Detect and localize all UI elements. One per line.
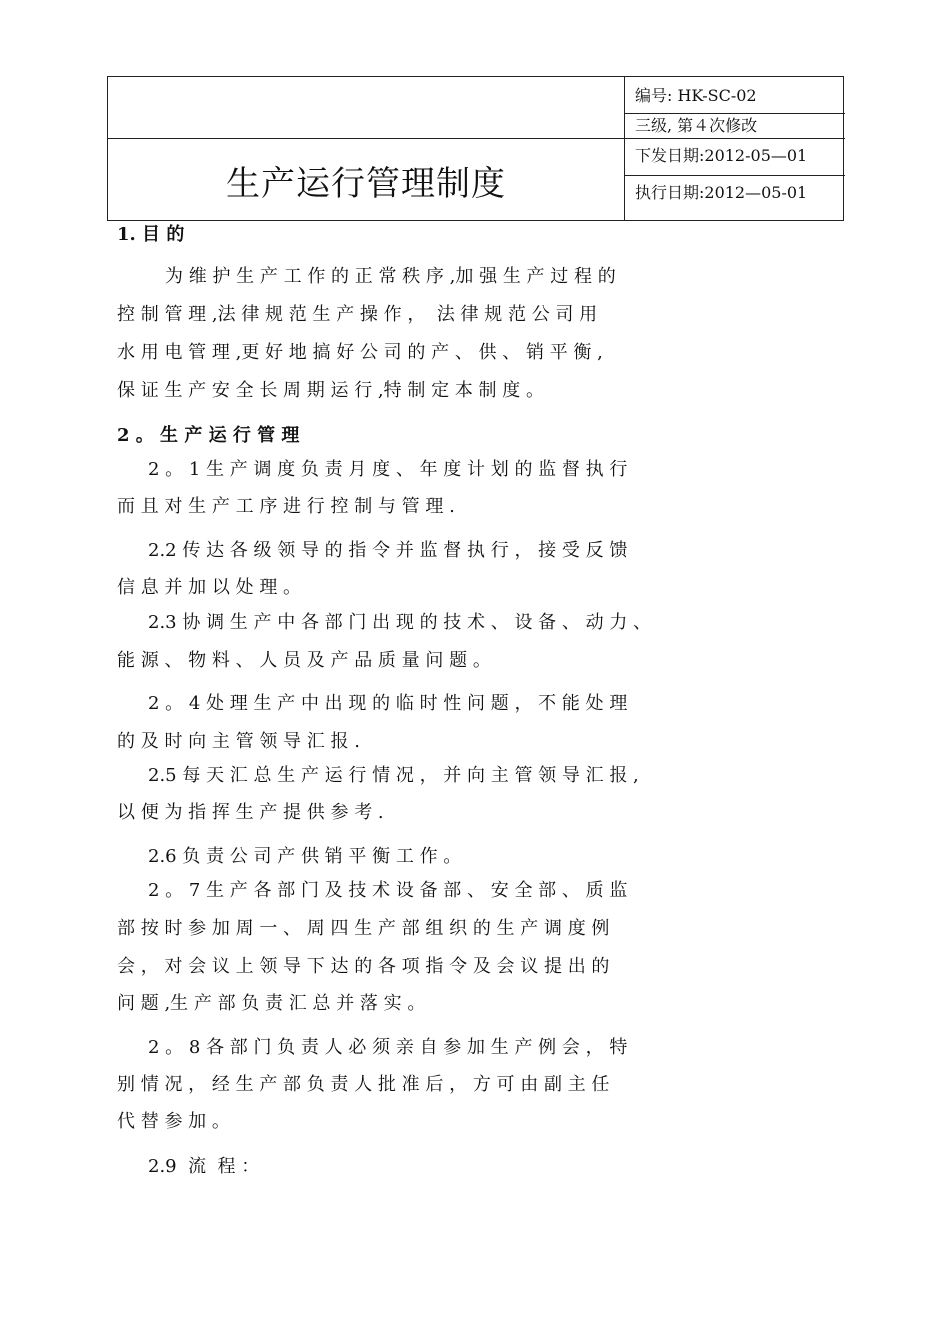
paragraph-line: 信 息 并 加 以 处 理 。	[117, 577, 302, 598]
effective-date: 执行日期:2012—05-01	[635, 183, 808, 202]
paragraph-line: 部 按 时 参 加 周 一 、 周 四 生 产 部 组 织 的 生 产 调 度 例	[117, 918, 610, 939]
paragraph-line: 而 且 对 生 产 工 序 进 行 控 制 与 管 理 .	[117, 496, 455, 517]
revision-info: 三级, 第４次修改	[635, 116, 758, 135]
paragraph-line: 水 用 电 管 理 ,更 好 地 搞 好 公 司 的 产 、 供 、 销 平 衡 ,	[117, 342, 603, 363]
paragraph-line: 2.2 传 达 各 级 领 导 的 指 令 并 监 督 执 行 ， 接 受 反 馈	[148, 540, 628, 561]
document-title: 生产运行管理制度	[226, 163, 506, 204]
paragraph-line: 2.5 每 天 汇 总 生 产 运 行 情 况 ， 并 向 主 管 领 导 汇 报 ,	[148, 765, 639, 786]
paragraph-line: 2.3 协 调 生 产 中 各 部 门 出 现 的 技 术 、 设 备 、 动 力 、	[148, 612, 652, 633]
paragraph-line: 的 及 时 向 主 管 领 导 汇 报 .	[117, 731, 360, 752]
paragraph-line: 2 。 4 处 理 生 产 中 出 现 的 临 时 性 问 题 ， 不 能 处 理	[148, 693, 628, 714]
paragraph-line: 会 ， 对 会 议 上 领 导 下 达 的 各 项 指 令 及 会 议 提 出 的	[117, 956, 610, 977]
paragraph-line: 保 证 生 产 安 全 长 周 期 运 行 ,特 制 定 本 制 度 。	[117, 380, 544, 401]
paragraph-line: 2.6 负 责 公 司 产 供 销 平 衡 工 作 。	[148, 846, 462, 867]
paragraph-line: 别 情 况 ， 经 生 产 部 负 责 人 批 准 后 ， 方 可 由 副 主 任	[117, 1074, 610, 1095]
header-right-divider-2	[624, 138, 845, 139]
paragraph-line: 代 替 参 加 。	[117, 1111, 230, 1132]
paragraph-line: 2 。 1 生 产 调 度 负 责 月 度 、 年 度 计 划 的 监 督 执 行	[148, 459, 628, 480]
header-right-divider-1	[624, 113, 845, 114]
section-heading-purpose: 1. 目 的	[117, 224, 185, 245]
document-header-table	[107, 76, 844, 221]
paragraph-line: 以 便 为 指 挥 生 产 提 供 参 考 .	[117, 802, 384, 823]
paragraph-line: 控 制 管 理 ,法 律 规 范 生 产 操 作 ， 法 律 规 范 公 司 用	[117, 304, 598, 325]
paragraph-line: 2 。 8 各 部 门 负 责 人 必 须 亲 自 参 加 生 产 例 会 ， 特	[148, 1037, 628, 1058]
paragraph-line: 2.9 流 程 ：	[148, 1156, 260, 1177]
section-heading-production: 2 。 生 产 运 行 管 理	[117, 425, 300, 446]
paragraph-line: 为 维 护 生 产 工 作 的 正 常 秩 序 ,加 强 生 产 过 程 的	[165, 266, 616, 287]
paragraph-line: 问 题 ,生 产 部 负 责 汇 总 并 落 实 。	[117, 993, 426, 1014]
doc-number: 编号: HK-SC-02	[635, 86, 757, 105]
header-vertical-divider	[624, 77, 625, 220]
issue-date: 下发日期:2012-05—01	[635, 146, 808, 165]
paragraph-line: 2 。 7 生 产 各 部 门 及 技 术 设 备 部 、 安 全 部 、 质 监	[148, 880, 628, 901]
header-right-divider-3	[624, 175, 845, 176]
paragraph-line: 能 源 、 物 料 、 人 员 及 产 品 质 量 问 题 。	[117, 650, 491, 671]
